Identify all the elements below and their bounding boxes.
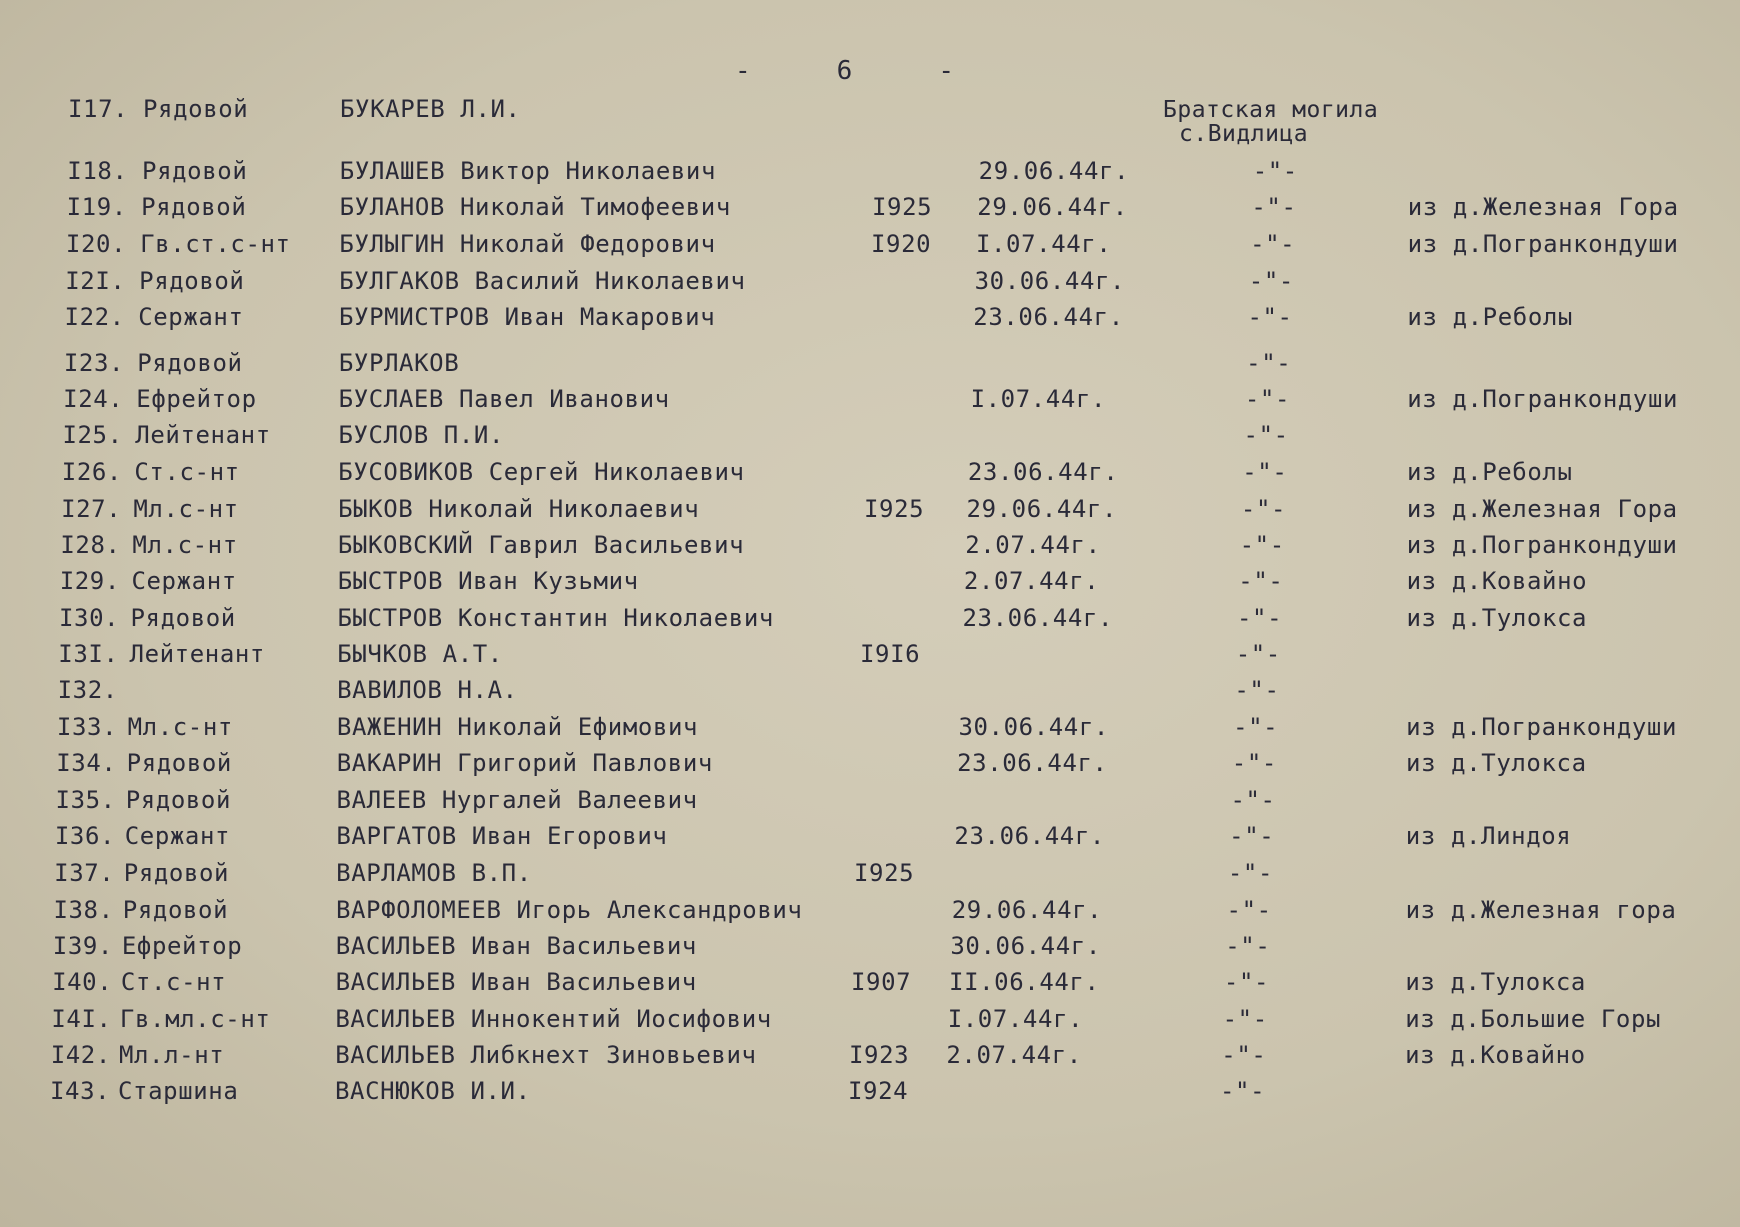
row-date: 29.06.44г. bbox=[977, 193, 1128, 221]
row-origin: из д.Погранкондуши bbox=[1407, 385, 1679, 413]
row-name: БУЛГАКОВ Василий Николаевич bbox=[339, 267, 746, 295]
row-rank: Сержант bbox=[131, 567, 237, 595]
list-item bbox=[0, 783, 1740, 817]
row-origin: из д.Ковайно bbox=[1406, 567, 1588, 595]
row-num: I17. bbox=[68, 95, 129, 123]
row-name: ВАСИЛЬЕВ Иван Васильевич bbox=[335, 932, 697, 960]
row-num: I28. bbox=[60, 531, 121, 559]
row-burial: -"- bbox=[1233, 713, 1279, 741]
row-num: I37. bbox=[54, 859, 115, 887]
row-num: I32. bbox=[57, 676, 118, 704]
row-date: 23.06.44г. bbox=[954, 822, 1105, 850]
row-name: ВАЛЕЕВ Нургалей Валеевич bbox=[336, 786, 698, 814]
row-rank: Ефрейтор bbox=[121, 932, 243, 960]
row-rank: Рядовой bbox=[130, 604, 236, 632]
list-item bbox=[0, 264, 1740, 298]
row-num: I19. bbox=[66, 193, 127, 221]
row-rank: Мл.л-нт bbox=[118, 1041, 225, 1069]
row-name: ВАСИЛЬЕВ Иннокентий Иосифович bbox=[335, 1005, 772, 1033]
row-rank: Старшина bbox=[118, 1077, 239, 1105]
row-date: 29.06.44г. bbox=[951, 896, 1103, 924]
row-num: I3I. bbox=[58, 640, 119, 668]
row-rank: Ефрейтор bbox=[136, 385, 257, 413]
row-rank: Сержант bbox=[124, 822, 231, 850]
row-rank: Лейтенант bbox=[129, 640, 265, 668]
row-rank: Рядовой bbox=[139, 267, 245, 295]
list-item bbox=[0, 819, 1740, 853]
row-num: I30. bbox=[59, 604, 120, 632]
row-name: ВАРГАТОВ Иван Егорович bbox=[336, 822, 668, 850]
row-name: БЫКОВ Николай Николаевич bbox=[338, 495, 700, 523]
row-year: I907 bbox=[851, 968, 912, 996]
row-num: I36. bbox=[54, 822, 116, 850]
row-name: БУРЛАКОВ bbox=[338, 349, 460, 377]
list-item bbox=[0, 856, 1740, 890]
row-date: 30.06.44г. bbox=[974, 267, 1126, 295]
row-burial: -"- bbox=[1237, 604, 1283, 632]
list-item bbox=[0, 601, 1740, 635]
row-rank: Мл.с-нт bbox=[127, 713, 233, 741]
row-burial: -"- bbox=[1250, 230, 1296, 258]
list-item bbox=[0, 190, 1740, 224]
page-dash-left: - bbox=[735, 56, 752, 86]
list-item bbox=[0, 710, 1740, 744]
row-date: 30.06.44г. bbox=[950, 932, 1101, 960]
list-item bbox=[0, 300, 1740, 334]
row-num: I25. bbox=[62, 421, 123, 449]
row-burial: -"- bbox=[1235, 640, 1281, 668]
row-name: БУСЛАЕВ Павел Иванович bbox=[338, 385, 670, 413]
row-name: БУЛЫГИН Николай Федорович bbox=[339, 230, 716, 258]
list-item bbox=[0, 1074, 1740, 1108]
row-num: I35. bbox=[55, 786, 116, 814]
row-burial: -"- bbox=[1225, 932, 1271, 960]
row-date: I.07.44г. bbox=[947, 1005, 1084, 1033]
row-origin: из д.Реболы bbox=[1406, 458, 1573, 486]
row-rank: Рядовой bbox=[143, 95, 249, 123]
list-item bbox=[0, 418, 1740, 452]
row-origin: из д.Погранкондуши bbox=[1406, 713, 1678, 741]
row-origin: из д.Тулокса bbox=[1406, 749, 1587, 777]
list-item bbox=[0, 455, 1740, 489]
row-name: БУКАРЕВ Л.И. bbox=[340, 95, 521, 123]
row-date: 23.06.44г. bbox=[967, 458, 1119, 486]
row-burial: -"- bbox=[1223, 968, 1270, 996]
row-year: I925 bbox=[864, 495, 925, 523]
row-rank: Рядовой bbox=[142, 157, 248, 185]
row-date: 29.06.44г. bbox=[978, 157, 1130, 185]
row-burial: -"- bbox=[1226, 896, 1272, 924]
row-rank: Рядовой bbox=[126, 749, 232, 777]
row-num: I18. bbox=[67, 157, 128, 185]
list-item bbox=[0, 492, 1740, 526]
row-name: ВАРЛАМОВ В.П. bbox=[336, 859, 532, 887]
row-rank: Гв.ст.с-нт bbox=[140, 230, 291, 258]
row-name: БЫСТРОВ Константин Николаевич bbox=[337, 604, 774, 632]
row-burial: -"- bbox=[1247, 303, 1293, 331]
row-burial: -"- bbox=[1227, 859, 1273, 887]
row-name: ВАЖЕНИН Николай Ефимович bbox=[336, 713, 699, 741]
row-date: II.06.44г. bbox=[949, 968, 1100, 996]
row-date: 2.07.44г. bbox=[963, 567, 1100, 595]
row-burial: -"- bbox=[1230, 786, 1276, 814]
row-origin: из д.Линдоя bbox=[1405, 822, 1572, 850]
row-rank: Ст.с-нт bbox=[120, 968, 227, 996]
row-year: I925 bbox=[872, 193, 933, 221]
row-rank: Мл.с-нт bbox=[133, 495, 239, 523]
row-rank: Рядовой bbox=[141, 193, 247, 221]
row-burial: -"- bbox=[1246, 349, 1292, 377]
row-origin: из д.Реболы bbox=[1407, 303, 1573, 331]
list-item bbox=[0, 227, 1740, 261]
row-burial: -"- bbox=[1231, 749, 1277, 777]
row-num: I34. bbox=[56, 749, 117, 777]
row-num: I43. bbox=[50, 1077, 111, 1105]
row-date: 2.07.44г. bbox=[965, 531, 1101, 559]
row-date: 23.06.44г. bbox=[962, 604, 1113, 632]
row-origin: из д.Железная Гора bbox=[1406, 495, 1678, 523]
list-item bbox=[0, 746, 1740, 780]
row-burial: -"- bbox=[1239, 531, 1285, 559]
row-burial: -"- bbox=[1244, 385, 1290, 413]
row-burial: -"- bbox=[1234, 676, 1280, 704]
burial-header-line2: с.Видлица bbox=[1179, 121, 1309, 147]
row-burial: -"- bbox=[1221, 1041, 1267, 1069]
page-number-line bbox=[735, 56, 955, 86]
row-name: БЫКОВСКИЙ Гаврил Васильевич bbox=[337, 531, 745, 559]
list-item bbox=[0, 1002, 1740, 1036]
row-burial: -"- bbox=[1248, 267, 1294, 295]
row-name: БЫЧКОВ А.Т. bbox=[337, 640, 503, 668]
list-item bbox=[0, 92, 1740, 126]
list-item bbox=[0, 154, 1740, 188]
list-item bbox=[0, 346, 1740, 380]
row-origin: из д.Тулокса bbox=[1406, 604, 1588, 632]
list-item bbox=[0, 893, 1740, 927]
row-num: I22. bbox=[64, 303, 125, 331]
row-burial: -"- bbox=[1238, 567, 1284, 595]
row-date: 23.06.44г. bbox=[973, 303, 1124, 331]
row-name: ВАСИЛЬЕВ Либкнехт Зиновьевич bbox=[335, 1041, 757, 1069]
row-year: I924 bbox=[848, 1077, 909, 1105]
row-num: I33. bbox=[56, 713, 118, 741]
row-num: I4I. bbox=[51, 1005, 112, 1033]
row-origin: из д.Железная гора bbox=[1405, 896, 1677, 924]
row-num: I42. bbox=[50, 1041, 111, 1069]
row-origin: из д.Погранкондуши bbox=[1407, 230, 1679, 258]
row-rank: Ст.с-нт bbox=[134, 458, 240, 486]
row-num: I26. bbox=[61, 458, 122, 486]
row-name: БУЛАНОВ Николай Тимофеевич bbox=[339, 193, 731, 221]
row-name: ВАСНЮКОВ И.И. bbox=[335, 1077, 531, 1105]
list-item bbox=[0, 528, 1740, 562]
row-burial: -"- bbox=[1243, 421, 1289, 449]
row-year: I925 bbox=[854, 859, 915, 887]
row-rank: Рядовой bbox=[125, 786, 232, 814]
row-num: I2I. bbox=[65, 267, 126, 295]
page-number: 6 bbox=[836, 56, 854, 86]
row-date: 2.07.44г. bbox=[946, 1041, 1082, 1069]
row-num: I39. bbox=[52, 932, 113, 960]
row-date: 23.06.44г. bbox=[957, 749, 1108, 777]
row-burial: -"- bbox=[1240, 495, 1287, 523]
row-num: I29. bbox=[59, 567, 120, 595]
row-name: БУЛАШЕВ Виктор Николаевич bbox=[339, 157, 717, 185]
row-rank: Рядовой bbox=[137, 349, 243, 377]
burial-header-line1: Братская могила bbox=[1163, 97, 1379, 123]
row-burial: -"- bbox=[1222, 1005, 1268, 1033]
row-date: I.07.44г. bbox=[975, 230, 1112, 258]
row-year: I9I6 bbox=[860, 640, 921, 668]
row-rank: Мл.с-нт bbox=[132, 531, 238, 559]
row-burial: -"- bbox=[1251, 193, 1297, 221]
row-date: 30.06.44г. bbox=[958, 713, 1109, 741]
row-num: I40. bbox=[52, 968, 113, 996]
row-num: I23. bbox=[63, 349, 125, 377]
row-rank: Гв.мл.с-нт bbox=[119, 1005, 271, 1033]
row-origin: из д.Ковайно bbox=[1405, 1041, 1586, 1069]
list-item bbox=[0, 929, 1740, 963]
list-item bbox=[0, 1038, 1740, 1072]
row-rank: Лейтенант bbox=[135, 421, 271, 449]
row-date: 29.06.44г. bbox=[966, 495, 1118, 523]
row-rank: Сержант bbox=[138, 303, 244, 331]
page-dash-right: - bbox=[938, 56, 955, 86]
row-origin: из д.Большие Горы bbox=[1405, 1005, 1662, 1033]
row-name: БУРМИСТРОВ Иван Макарович bbox=[339, 303, 716, 331]
row-num: I24. bbox=[63, 385, 124, 413]
list-item bbox=[0, 673, 1740, 707]
row-name: ВАВИЛОВ Н.А. bbox=[337, 676, 518, 704]
list-item bbox=[0, 382, 1740, 416]
row-origin: из д.Тулокса bbox=[1405, 968, 1586, 996]
row-burial: -"- bbox=[1229, 822, 1275, 850]
row-num: I27. bbox=[61, 495, 122, 523]
row-burial: -"- bbox=[1220, 1077, 1266, 1105]
row-burial: -"- bbox=[1242, 458, 1288, 486]
row-year: I920 bbox=[871, 230, 932, 258]
row-origin: из д.Погранкондуши bbox=[1406, 531, 1678, 559]
row-name: БЫСТРОВ Иван Кузьмич bbox=[337, 567, 639, 595]
row-burial: -"- bbox=[1252, 157, 1298, 185]
row-rank: Рядовой bbox=[123, 859, 230, 887]
row-year: I923 bbox=[849, 1041, 910, 1069]
row-name: ВАСИЛЬЕВ Иван Васильевич bbox=[335, 968, 697, 996]
row-name: ВАКАРИН Григорий Павлович bbox=[336, 749, 713, 777]
row-num: I38. bbox=[53, 896, 114, 924]
row-name: БУСОВИКОВ Сергей Николаевич bbox=[338, 458, 745, 486]
list-item bbox=[0, 637, 1740, 671]
row-rank: Рядовой bbox=[122, 896, 229, 924]
row-date: I.07.44г. bbox=[970, 385, 1107, 413]
list-item bbox=[0, 965, 1740, 999]
row-name: БУСЛОВ П.И. bbox=[338, 421, 504, 449]
row-num: I20. bbox=[65, 230, 127, 258]
row-name: ВАРФОЛОМЕЕВ Игорь Александрович bbox=[335, 896, 803, 924]
list-item bbox=[0, 564, 1740, 598]
row-origin: из д.Железная Гора bbox=[1407, 193, 1679, 221]
